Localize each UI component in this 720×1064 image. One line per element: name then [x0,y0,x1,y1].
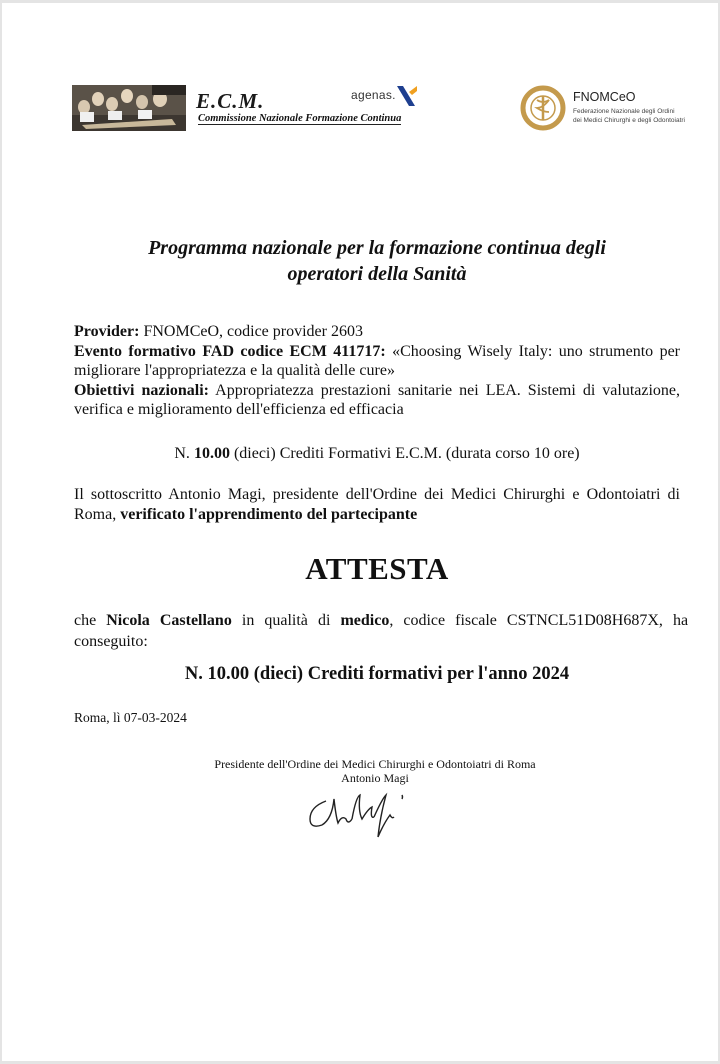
recipient-role: medico [340,612,390,629]
signer-paragraph [74,485,680,525]
credits-awarded: N. 10.00 (dieci) Crediti formativi per l'anno 2024 [184,664,570,684]
recipient-middle: in qualità di [241,612,331,629]
objectives-label: Obiettivi nazionali: [74,381,210,399]
signer-text: Il sottoscritto Antonio Magi, presidente dell'Ordine dei Medici Chirurghi e Odontoiatri di Roma, [74,486,680,523]
headline-line1: Programma nazionale per la formazione continua degli [148,237,606,259]
recipient-name: Nicola Castellano [106,612,232,629]
anatomy-lesson-painting-image [72,85,186,131]
fnomceo-logo-subtitle [573,107,703,125]
credits-suffix: (dieci) Crediti Formativi E.C.M. (durata corso 10 ore) [233,445,580,462]
signature-role: Presidente dell'Ordine dei Medici Chirurghi e Odontoiatri di Roma [214,757,536,771]
fnomceo-emblem-icon [519,84,567,132]
provider-label: Provider: [74,323,140,340]
credits-prefix: N. [174,445,190,462]
signature-name: Antonio Magi [341,771,409,785]
signer-bold-text: verificato l'apprendimento del partecipante [120,506,418,523]
ecm-logo-subtitle: Commissione Nazionale Formazione Continua [198,113,402,124]
fnomceo-logo-name: FNOMCeO [573,90,636,104]
place-date: Roma, lì 07-03-2024 [74,710,187,725]
handwritten-signature-image [302,789,412,845]
objectives-value: Appropriatezza prestazioni sanitarie nei LEA. Sistemi di valutazione, verifica e miglioramento dell'efficienza ed efficacia [74,381,681,418]
fnomceo-subtitle-line2: dei Medici Chirurghi e degli Odontoiatri [573,117,686,124]
fnomceo-subtitle-line1: Federazione Nazionale degli Ordini [573,108,675,115]
event-row [74,342,680,381]
recipient-paragraph [74,610,688,652]
recipient-fiscal-code: , codice fiscale CSTNCL51D08H687X, ha conseguito: [74,612,689,650]
agenas-logo-text: agenas. [351,88,396,102]
headline-line2: operatori della Sanità [287,263,467,285]
programme-headline [74,235,680,287]
recipient-prefix: che [74,612,97,629]
event-label: Evento formativo FAD codice ECM 411717: [74,342,386,360]
ecm-logo-title: E.C.M. [196,89,265,113]
signature-block [152,757,598,785]
provider-value: FNOMCeO, codice provider 2603 [143,323,363,340]
certificate-page [2,3,718,1061]
attesta-heading: ATTESTA [305,551,449,586]
objectives-row [74,381,680,420]
credits-line [74,445,680,463]
event-value: «Choosing Wisely Italy: uno strumento per migliorare l'appropriatezza e la qualità delle cure» [74,342,681,379]
provider-row [74,322,680,342]
course-details [74,322,680,420]
agenas-mark-icon [395,84,419,108]
credits-amount: 10.00 [193,445,230,462]
